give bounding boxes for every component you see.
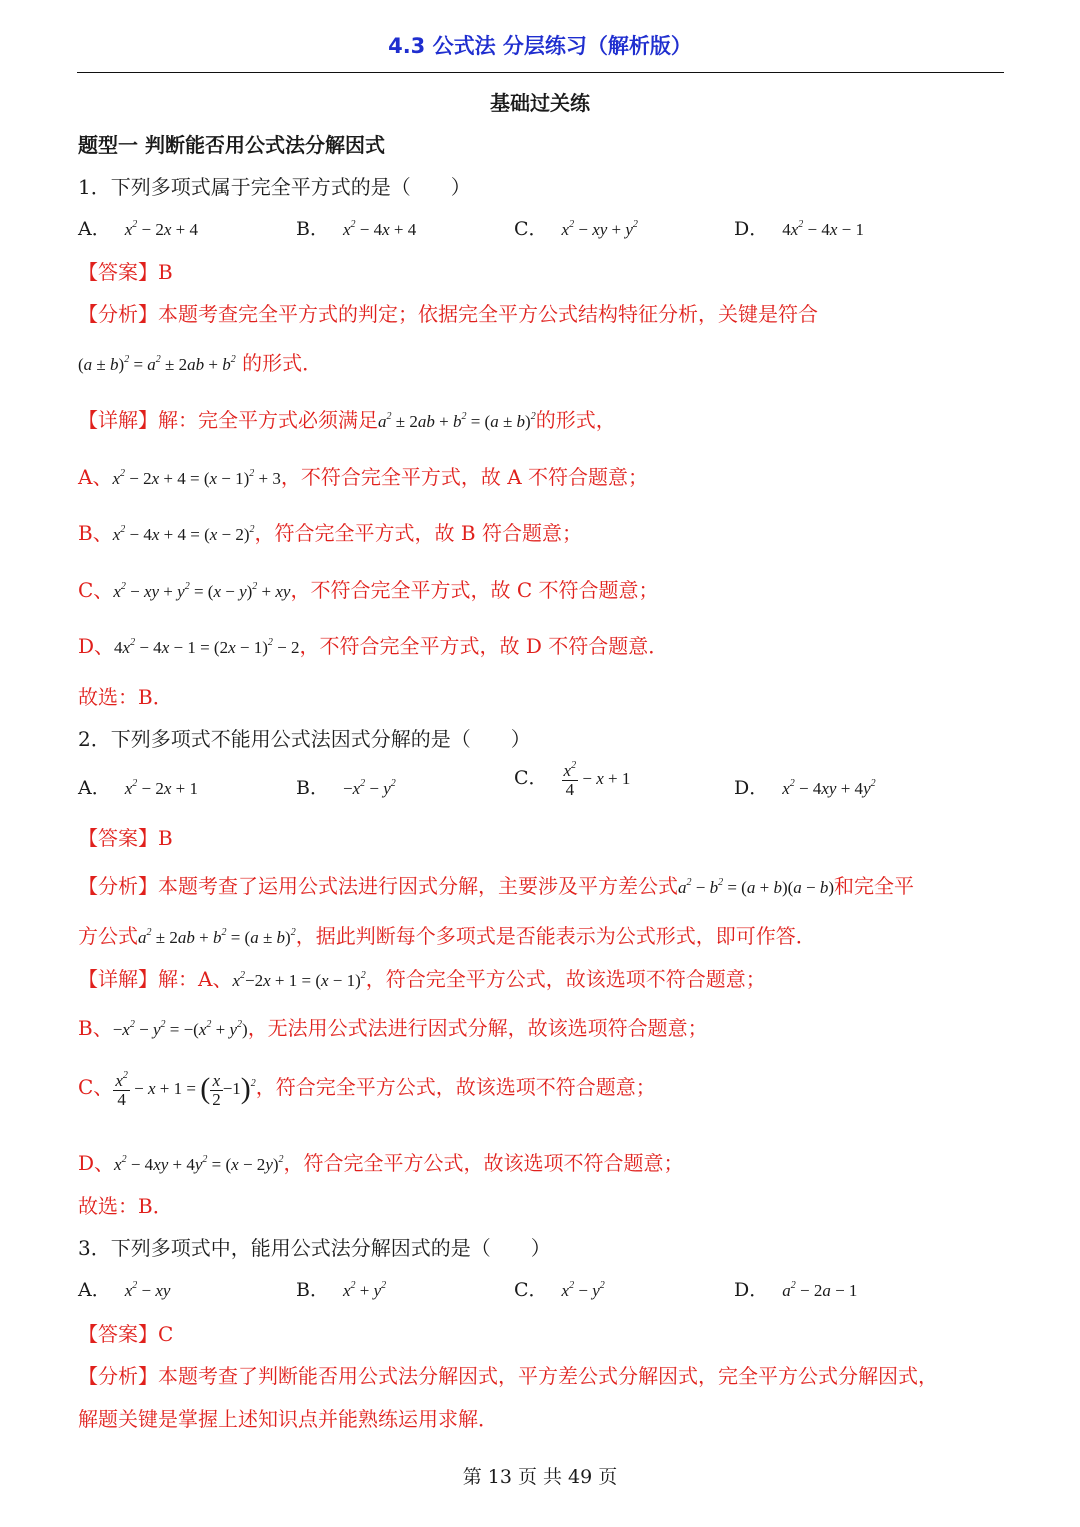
q1-detail-d: D、$4x^2 - 4x - 1 = (2x - 1)^2 - 2$，不符合完全平方式，故 D 不符合题意． <box>78 634 669 658</box>
q1-option-d: D． $4x^2 - 4x - 1$ <box>734 218 865 240</box>
q3-option-b: B． $x^2 + y^2$ <box>296 1279 387 1301</box>
q2-detail-c: C、 $\frac{x^2}{4}$ − x + 1 = ( $\frac{x}{2}$ −1)$^2$，符合完全平方公式，故该选项不符合题意； <box>78 1069 656 1109</box>
q1-option-a: A． $x^2 - 2x + 4$ <box>78 218 199 240</box>
question-type-heading: 题型一 判断能否用公式法分解因式 <box>78 133 385 157</box>
q2-detail-d: D、$x^2 - 4xy + 4y^2 = (x - 2y)^2$，符合完全平方公式，故该选项不符合题意； <box>78 1151 684 1175</box>
q2-detail-a: 【详解】解：A、$x^2-2x + 1 = (x - 1)^2$，符合完全平方公式，故该选项不符合题意； <box>78 967 766 991</box>
q3-option-a: A． $x^2$ − xy <box>78 1279 171 1301</box>
q2-conclusion: 故选：B． <box>78 1194 173 1218</box>
q2-option-d: D． $x^2 - 4xy + 4y^2$ <box>734 777 876 799</box>
q1-analysis-line-2: $(a \pm b)^2 = a^2 \pm 2ab + b^2$ 的形式． <box>78 351 323 375</box>
q3-answer: 【答案】C <box>78 1322 174 1346</box>
q2-option-c: C． $\frac{x^2}{4}$ − x + 1 <box>514 760 631 799</box>
q1-answer: 【答案】B <box>78 260 173 284</box>
q2-answer: 【答案】B <box>78 826 173 850</box>
q1-conclusion: 故选：B． <box>78 685 173 709</box>
page-header-title: 4.3 公式法 分层练习（解析版） <box>388 34 692 58</box>
section-title: 基础过关练 <box>490 91 590 115</box>
q1-detail-b: B、$x^2 - 4x + 4 = (x - 2)^2$，符合完全平方式，故 B 符合题意； <box>78 521 582 545</box>
q2-detail-b: B、$-x^2 - y^2 = -(x^2 + y^2)$，无法用公式法进行因式分解，故该选项符合题意； <box>78 1016 708 1040</box>
q1-analysis-line-1: 【分析】本题考查完全平方式的判定；依据完全平方公式结构特征分析，关键是符合 <box>78 302 818 326</box>
question-3-stem: 3．下列多项式中，能用公式法分解因式的是（ ） <box>78 1236 551 1260</box>
q1-option-c: C． $x^2$ − xy + $y^2$ <box>514 218 638 240</box>
q3-analysis-line-1: 【分析】本题考查了判断能否用公式法分解因式，平方差公式分解因式，完全平方公式分解因式， <box>78 1364 938 1388</box>
q2-option-b: B． $-x^2 - y^2$ <box>296 777 396 799</box>
q2-option-a: A． $x^2 - 2x + 1$ <box>78 777 199 799</box>
q1-option-b: B． $x^2 - 4x + 4$ <box>296 218 417 240</box>
q3-analysis-line-2: 解题关键是掌握上述知识点并能熟练运用求解． <box>78 1407 498 1431</box>
q3-option-d: D． $a^2 - 2a - 1$ <box>734 1279 858 1301</box>
q1-detail-intro: 【详解】解：完全平方式必须满足$a^2 \pm 2ab + b^2 = (a \pm b)^2$的形式， <box>78 408 616 432</box>
q1-detail-a: A、$x^2 - 2x + 4 = (x - 1)^2 + 3$，不符合完全平方式，故 A 不符合题意； <box>78 465 649 489</box>
q2-analysis-line-1: 【分析】本题考查了运用公式法进行因式分解，主要涉及平方差公式$a^2 - b^2 = (a + b)(a - b)$和完全平 <box>78 874 915 898</box>
q1-detail-c: C、$x^2$ − xy + $y^2 = (x - y)^2$ + xy，不符合完全平方式，故 C 不符合题意； <box>78 578 659 602</box>
question-2-stem: 2．下列多项式不能用公式法因式分解的是（ ） <box>78 727 531 751</box>
page-number-footer: 第 13 页 共 49 页 <box>462 1466 618 1488</box>
q3-option-c: C． $x^2 - y^2$ <box>514 1279 605 1301</box>
q2-analysis-line-2: 方公式$a^2 \pm 2ab + b^2 = (a \pm b)^2$，据此判断每个多项式是否能表示为公式形式，即可作答． <box>78 924 816 948</box>
header-divider <box>77 72 1004 73</box>
question-1-stem: 1．下列多项式属于完全平方式的是（ ） <box>78 175 471 199</box>
